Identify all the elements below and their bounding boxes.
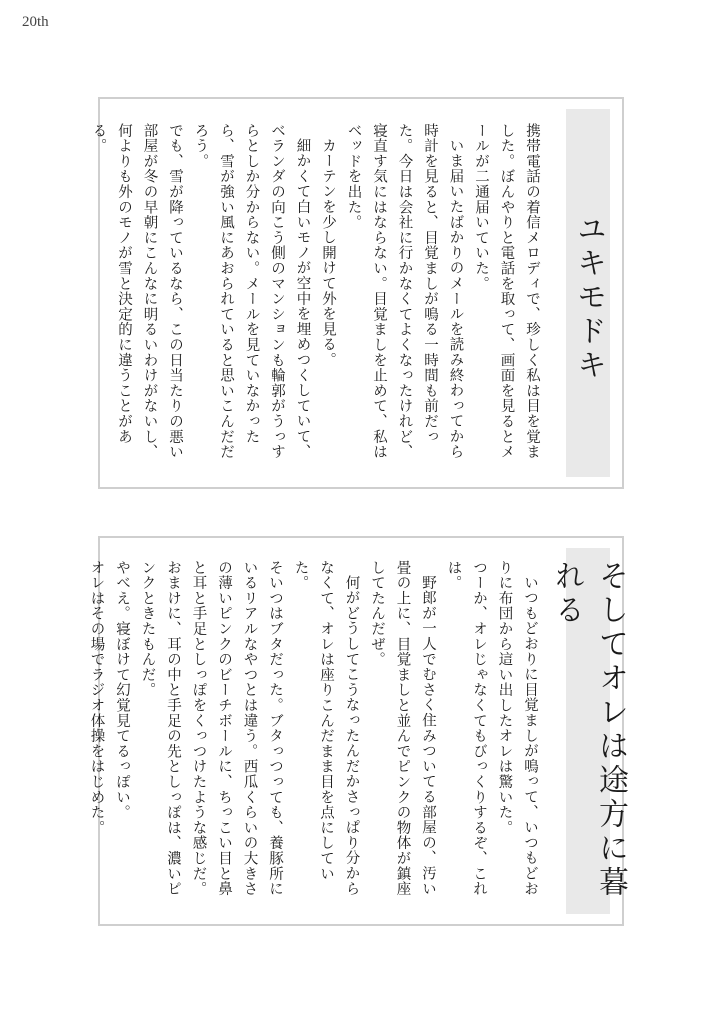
story-body <box>90 123 544 473</box>
paragraph: オレはその場でラジオ体操をはじめた。 <box>88 560 105 836</box>
paragraph: そいつはブタだった。ブタっつっても、養豚所にいるリアルなやつとは違う。西瓜くらいの大きさの薄いピンクのビーチボールに、ちっこい目と鼻と耳と手足としっぽをくっつけたような感じだ。おまけに、耳の中と手足の先としっぽは、濃いピンクときたもんだ。 <box>139 560 283 897</box>
paragraph: 野郎が一人でむさく住みついてる部屋の、汚い畳の上に、目覚ましと並んでピンクの物体が鎮座してたんだぜ。 <box>369 560 436 897</box>
story-title: そしてオレは途方に暮れる <box>566 548 610 914</box>
story-title: ユキモドキ <box>566 109 610 477</box>
paragraph: 細かくて白いモノが空中を埋めつくしていて、ベランダの向こう側のマンションも輪郭がうっすらとしか分からない。メールを見ていなかったら、雪が強い風にあおられていると思いこんだだろう。 <box>192 123 311 460</box>
story-panel-soshite-ore <box>88 536 628 926</box>
story-body <box>88 560 542 910</box>
paragraph: でも、雪が降っているなら、この日当たりの悪い部屋が冬の早朝にこんなに明るいわけがないし、何よりも外のモノが雪と決定的に違うことがある。 <box>90 123 183 460</box>
page-number: 20th <box>22 14 49 30</box>
paragraph: カーテンを少し開けて外を見る。 <box>320 137 336 367</box>
paragraph: やべえ。寝ぼけて幻覚見てるっぽい。 <box>114 560 130 821</box>
paragraph: いま届いたばかりのメールを読み終わってから時計を見ると、目覚ましが鳴る一時間も前だった。今日は会社に行かなくてよくなったけれど、寝直す気にはならない。目覚ましを止めて、私はベッドを出た。 <box>345 123 464 460</box>
paragraph: 何がどうしてこうなったんだかさっぱり分からなくて、オレは座りこんだまま目を点にしていた。 <box>292 560 360 896</box>
paragraph: 携帯電話の着信メロディで、珍しく私は目を覚ました。ぼんやりと電話を取って、画面を見るとメールが二通届いていた。 <box>473 123 540 460</box>
story-panel-yukimodoki <box>90 97 624 489</box>
paragraph: いつもどおりに目覚ましが鳴って、いつもどおりに布団から這い出したオレは驚いた。 <box>496 560 538 896</box>
paragraph: つーか、オレじゃなくてもびっくりするぞ、これは。 <box>445 560 487 897</box>
